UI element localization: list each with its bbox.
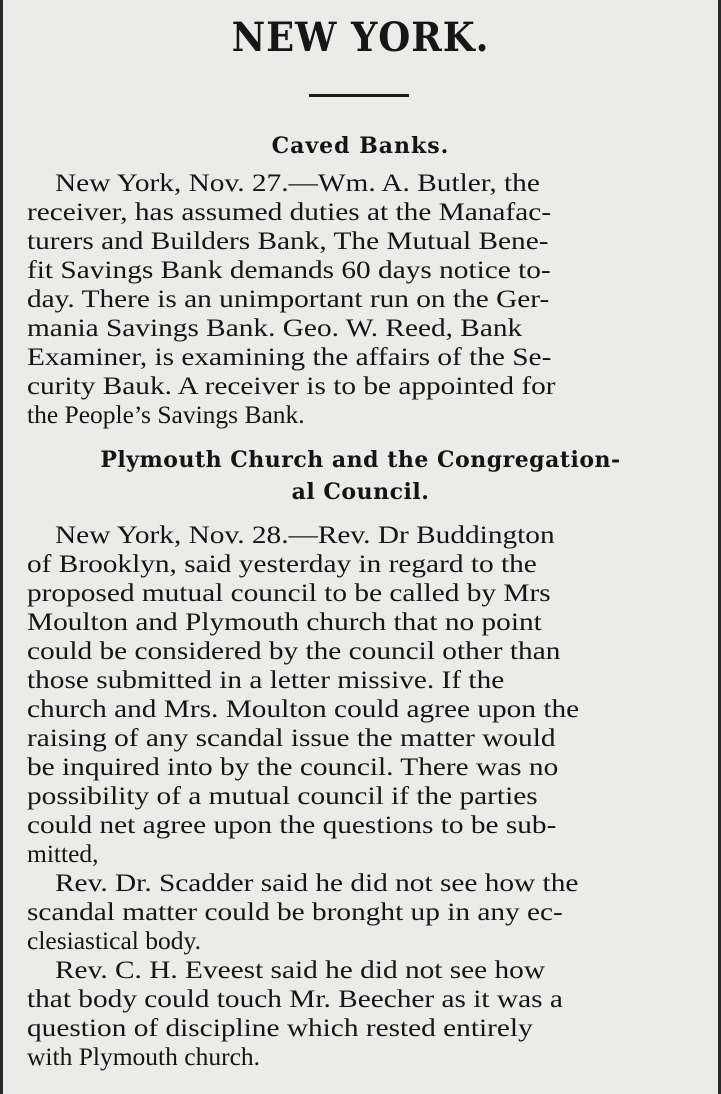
- article-line: could be considered by the council other than: [27, 636, 561, 665]
- section-heading-plymouth-church: [21, 444, 700, 508]
- article-line: mitted,: [27, 839, 99, 868]
- article-line: New York, Nov. 28.—Rev. Dr Buddington: [55, 520, 555, 549]
- article-line: those submitted in a letter missive. If the: [27, 665, 505, 694]
- article-line: could net agree upon the questions to be sub-: [27, 810, 557, 839]
- article-line: curity Bauk. A receiver is to be appointed for: [27, 371, 556, 400]
- article-line: Moulton and Plymouth church that no point: [27, 607, 542, 636]
- section-heading-caved-banks: Caved Banks.: [271, 133, 450, 159]
- article-line: Examiner, is examining the affairs of the Se-: [27, 342, 552, 371]
- article-line: clesiastical body.: [27, 926, 201, 955]
- section-heading-line: Plymouth Church and the Congregation-: [100, 447, 621, 473]
- article-line: question of discipline which rested entirely: [27, 1013, 533, 1042]
- article-line: proposed mutual council to be called by Mrs: [27, 578, 551, 607]
- article-line: church and Mrs. Moulton could agree upon the: [27, 694, 580, 723]
- article-line: receiver, has assumed duties at the Manafac-: [27, 197, 552, 226]
- article-line: possibility of a mutual council if the parties: [27, 781, 538, 810]
- masthead-title: NEW YORK.: [231, 14, 490, 61]
- article-line: mania Savings Bank. Geo. W. Reed, Bank: [27, 313, 523, 342]
- article-line: Rev. C. H. Eveest said he did not see how: [55, 955, 546, 984]
- masthead-rule: [309, 94, 409, 97]
- article-line: raising of any scandal issue the matter would: [27, 723, 556, 752]
- article-line: Rev. Dr. Scadder said he did not see how the: [55, 868, 579, 897]
- article-line: the People’s Savings Bank.: [27, 400, 305, 429]
- article-line: fit Savings Bank demands 60 days notice to-: [27, 255, 551, 284]
- article-line: with Plymouth church.: [27, 1042, 261, 1071]
- article-line: scandal matter could be bronght up in any ec-: [27, 897, 563, 926]
- article-line: be inquired into by the council. There was no: [27, 752, 559, 781]
- section-heading-line: al Council.: [291, 479, 430, 505]
- article-line: turers and Builders Bank, The Mutual Bene-: [27, 226, 549, 255]
- article-line: that body could touch Mr. Beecher as it was a: [27, 984, 563, 1013]
- article-line: New York, Nov. 27.—Wm. A. Butler, the: [55, 168, 540, 197]
- article-line: of Brooklyn, said yesterday in regard to the: [27, 549, 537, 578]
- article-line: day. There is an unimportant run on the Ger-: [27, 284, 550, 313]
